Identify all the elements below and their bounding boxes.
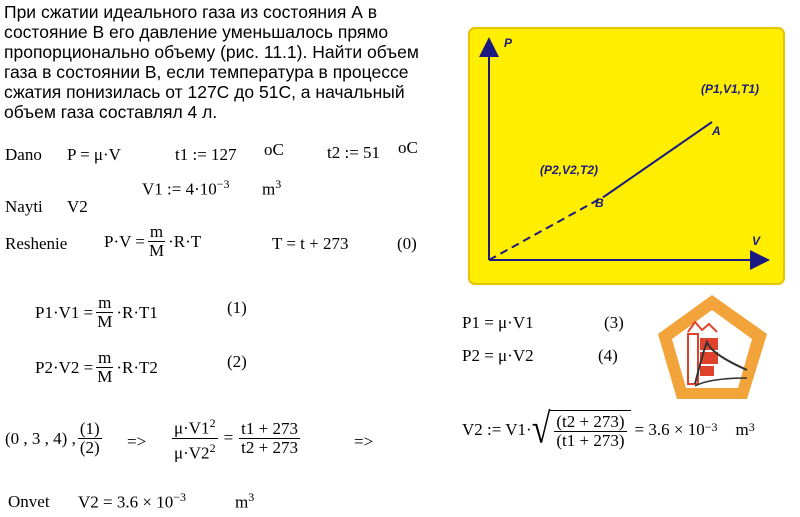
arrow-implies-1: => [127, 432, 147, 451]
eq3-number: (3) [604, 313, 624, 332]
dano-v1-unit: $m^3$ [262, 177, 282, 199]
axis-p-label: P [504, 36, 513, 50]
answer-value: $V2 = 3.6 \times 10^{-3}$ [78, 490, 186, 512]
pv-diagram [468, 27, 785, 285]
dano-t2: t2 := 51 [327, 143, 381, 162]
equation-4: P2 = μ·V2 [462, 346, 534, 365]
answer-label: Onvet [8, 492, 50, 511]
dano-t1-unit: oC [264, 140, 284, 159]
state-b-params: (P2,V2,T2) [540, 163, 599, 177]
nayti-label: Nayti [5, 197, 43, 216]
eq2-number: (2) [227, 352, 247, 371]
temperature-conversion: T = t + 273 [272, 234, 349, 253]
eq0-number: (0) [397, 234, 417, 253]
equation-1: P1·V1 = $\frac{m}{M}$ ·R·T1 [35, 293, 158, 331]
eq1-number: (1) [227, 298, 247, 317]
reshenie-equation: P·V = $\frac{m}{M}$ ·R·T [104, 222, 202, 260]
ratio-equation: $\frac{\mu\cdot V1^2}{\mu\cdot V2^2}$ = $\frac{t1 + 273}{t2 + 273}$ [174, 416, 298, 463]
arrow-implies-2: => [354, 432, 374, 451]
reshenie-label: Reshenie [5, 234, 68, 253]
dano-p-eq: P = μ·V [67, 145, 121, 164]
combination-refs: (0 , 3 , 4) , $\frac{(1)}{(2)}$ [5, 419, 100, 457]
axis-v-label: V [752, 234, 761, 248]
state-a-params: (P1,V1,T1) [701, 82, 760, 96]
equation-2: P2·V2 = $\frac{m}{M}$ ·R·T2 [35, 348, 158, 386]
point-a-label: A [712, 124, 721, 138]
equation-3: P1 = μ·V1 [462, 313, 534, 332]
eq4-number: (4) [598, 346, 618, 365]
answer-unit: $m^3$ [235, 490, 255, 512]
dano-label: Dano [5, 145, 42, 164]
problem-text: При сжатии идеального газа из состояния А в состояние В его давление уменьшалось прямо пропорционально объему (рис. 11.1). Найти объем газа в состоянии В, если температура в процессе сжатия понизилась от 127С до 51С, а начальный объем газа составлял 4 л. [4, 2, 419, 122]
logo [655, 292, 770, 402]
nayti-value: V2 [67, 197, 88, 216]
dano-t1: t1 := 127 [175, 145, 237, 164]
dano-t2-unit: oC [398, 138, 418, 157]
final-formula: V2 := V1· √ $\frac{(t2 + 273)}{(t1 + 273)}$ = 3.6 × 10 −3 m 3 [462, 406, 755, 453]
dano-v1: V1 := $4\cdot 10^{-3}$ [142, 177, 230, 199]
point-b-label: B [595, 196, 604, 210]
